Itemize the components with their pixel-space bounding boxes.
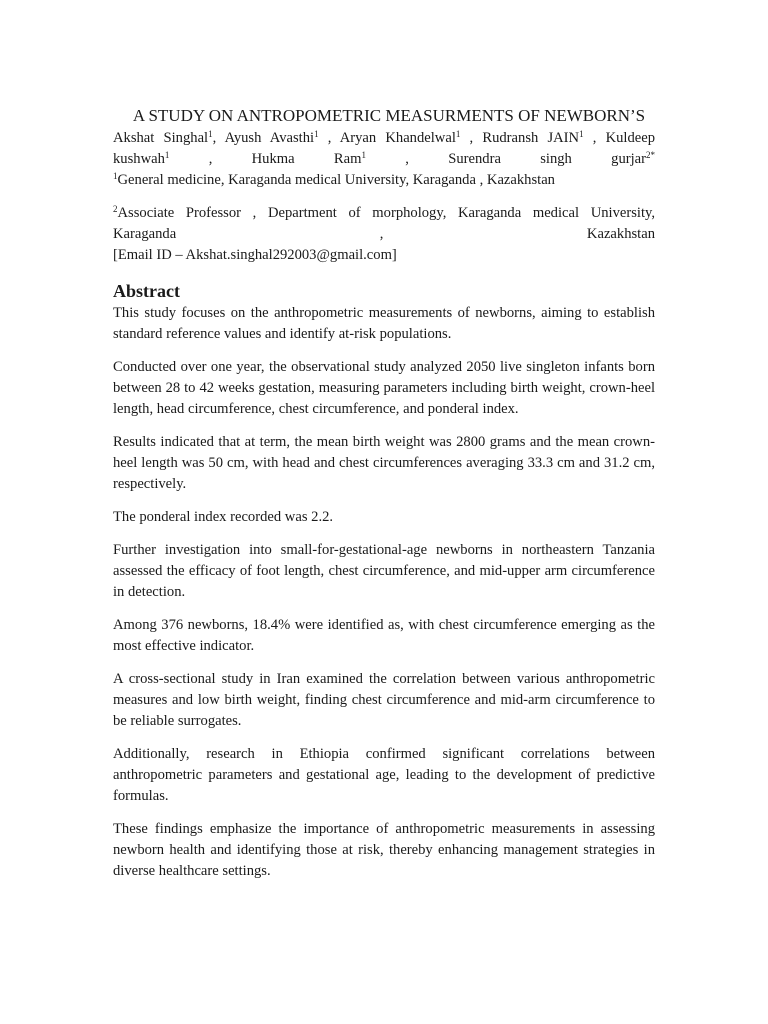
affiliation-mark: 2: [113, 204, 118, 214]
author-name: singh: [540, 151, 572, 167]
author-name: gurjar: [611, 151, 646, 167]
abstract-paragraph: Results indicated that at term, the mean birth weight was 2800 grams and the mean crown-heel length was 50 cm, with head and chest circumferences averaging 33.3 cm and 31.2 cm, respectively.: [113, 434, 655, 492]
abstract-heading: Abstract: [113, 281, 180, 301]
affiliation-separator: ,: [379, 226, 384, 242]
author-line-2: [113, 149, 655, 170]
author-separator: ,: [212, 130, 217, 146]
author-name: kushwah: [113, 151, 165, 167]
affiliation-text: General medicine, Karaganda medical University, Karaganda , Kazakhstan: [117, 172, 555, 188]
abstract-paragraph: These findings emphasize the importance of anthropometric measurements in assessing newborn health and identifying those at risk, thereby enhancing management strategies in diverse healthcare settings.: [113, 821, 655, 879]
abstract-paragraph: This study focuses on the anthropometric measurements of newborns, aiming to establish standard reference values and identify at-risk populations.: [113, 305, 655, 342]
affiliation-text: Associate Professor , Department of morphology, Karaganda medical University,: [117, 205, 655, 221]
author-separator: ,: [583, 130, 597, 146]
author-separator: ,: [460, 130, 474, 146]
affiliation-country: Kazakhstan: [586, 226, 655, 242]
abstract-paragraph: Further investigation into small-for-gestational-age newborns in northeastern Tanzania assessed the efficacy of foot length, chest circumference, and mid-upper arm circumference in detection.: [113, 542, 655, 600]
paper-title: A STUDY ON ANTROPOMETRIC MEASURMENTS OF NEWBORN’S: [132, 106, 646, 125]
author-affiliation-mark: 1: [314, 129, 319, 139]
abstract-paragraph: The ponderal index recorded was 2.2.: [113, 509, 334, 525]
abstract-paragraph: Additionally, research in Ethiopia confirmed significant correlations between anthropometric parameters and gestational age, leading to the development of predictive formulas.: [113, 746, 655, 804]
author-affiliation-mark: 1: [455, 129, 461, 139]
affiliation-city: Karaganda: [113, 226, 177, 242]
author-name: Surendra: [448, 151, 501, 167]
author-name: Hukma: [251, 151, 295, 167]
author-affiliation-mark: 1: [579, 129, 584, 139]
author-line-1: [113, 128, 655, 149]
author-affiliation-mark: 1: [208, 129, 213, 139]
page-content: [113, 104, 655, 894]
author-name: Rudransh JAIN: [482, 130, 580, 146]
author-separator: ,: [208, 151, 213, 167]
author-email: [Email ID – Akshat.singhal292003@gmail.com]: [113, 247, 397, 263]
author-separator: ,: [405, 151, 409, 167]
abstract-paragraph: Conducted over one year, the observational study analyzed 2050 live singleton infants born between 28 to 42 weeks gestation, measuring parameters including birth weight, crown-heel length, head circumference, chest circumference, and ponderal index.: [113, 359, 655, 417]
affiliation-2-line-1: [113, 203, 655, 224]
author-affiliation-mark: 2*: [646, 150, 655, 160]
author-name: Ram: [333, 151, 362, 167]
abstract-paragraph: A cross-sectional study in Iran examined the correlation between various anthropometric measures and low birth weight, finding chest circumference and mid-arm circumference to be reliable surrogates.: [113, 671, 655, 729]
abstract-paragraph: Among 376 newborns, 18.4% were identified as, with chest circumference emerging as the most effective indicator.: [113, 617, 655, 654]
author-name: Aryan Khandelwal: [339, 130, 456, 146]
author-separator: ,: [318, 130, 332, 146]
author-name: Akshat Singhal: [113, 130, 209, 146]
author-name: Kuldeep: [605, 130, 656, 146]
author-affiliation-mark: 1: [164, 150, 170, 160]
author-name: Ayush Avasthi: [224, 130, 315, 146]
affiliation-1: [113, 170, 655, 191]
affiliation-mark: 1: [113, 171, 118, 181]
author-affiliation-mark: 1: [361, 150, 366, 160]
affiliation-2-line-2: [113, 224, 655, 245]
